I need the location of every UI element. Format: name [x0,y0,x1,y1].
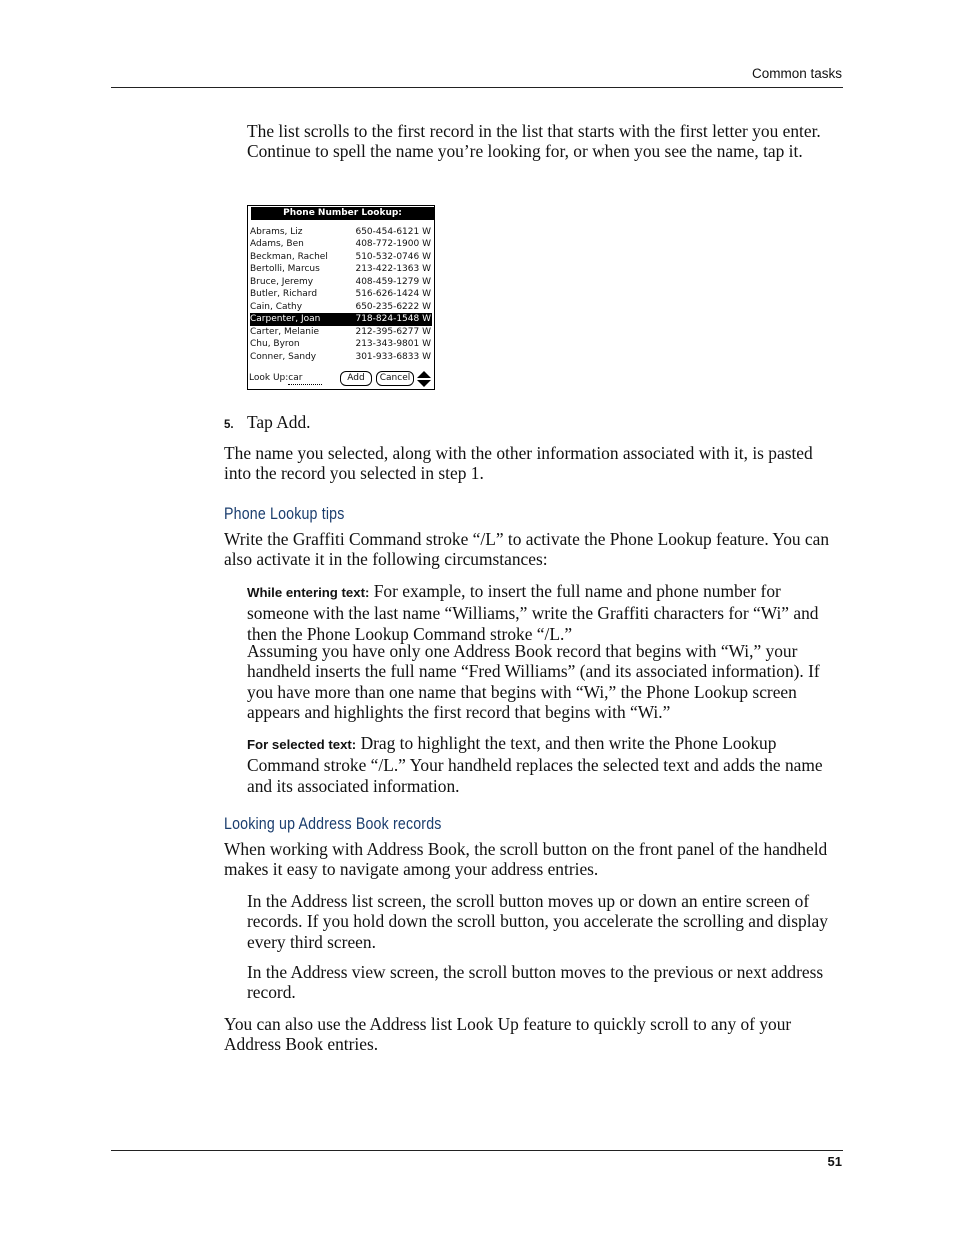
section-heading-address-book: Looking up Address Book records [224,815,442,833]
contact-phone: 301-933-6833 W [355,351,431,362]
screen-title: Phone Number Lookup: [251,207,434,220]
cancel-button[interactable]: Cancel [376,371,414,386]
step-text: Tap Add. [247,412,311,432]
lookup-list-row[interactable] [250,288,432,300]
contact-name: Chu, Byron [250,339,300,350]
lookup-list-row[interactable] [250,351,432,363]
section2-intro: When working with Address Book, the scroll button on the front panel of the handheld makes it easy to navigate among your address entries. [224,839,828,880]
contact-phone: 718-824-1548 W [355,314,431,325]
lookup-label: Look Up: [249,373,289,383]
contact-phone: 510-532-0746 W [355,251,431,262]
contact-phone: 408-459-1279 W [355,276,431,287]
contact-name: Carter, Melanie [250,326,320,337]
contact-name: Bruce, Jeremy [250,276,314,287]
contact-name: Beckman, Rachel [250,251,328,262]
lookup-list-row[interactable] [250,313,432,325]
section-heading-phone-lookup-tips: Phone Lookup tips [224,505,345,523]
item1-text: For example, to insert the full name and phone number for someone with the last name “Williams,” write the Graffiti characters for “Wi” and then the Phone Lookup Command stroke “/L.” [247,581,819,644]
intro-paragraph: The list scrolls to the first record in the list that starts with the first letter you enter. Continue to spell the name you’re looking for, or when you see the name, tap it. [247,121,821,162]
lookup-list-row[interactable] [250,326,432,338]
header-rule [111,87,843,88]
contact-name: Cain, Cathy [250,301,303,312]
step-5 [224,412,311,435]
contact-name: Conner, Sandy [250,351,317,362]
contact-name: Abrams, Liz [250,227,303,237]
item2-lead: For selected text: [247,737,357,752]
contact-phone: 408-772-1900 W [355,239,431,250]
contact-phone: 212-395-6277 W [355,326,431,337]
section2-item2: In the Address view screen, the scroll button moves to the previous or next address record. [247,962,824,1003]
contact-name: Adams, Ben [250,239,304,250]
lookup-list-row[interactable] [250,301,432,313]
item1-lead: While entering text: [247,585,370,600]
add-button[interactable]: Add [340,371,372,386]
section2-item1: In the Address list screen, the scroll button moves up or down an entire screen of records. If you hold down the scroll button, you accelerate the scrolling and display every third screen. [247,891,828,952]
lookup-list-row[interactable] [250,338,432,350]
contact-name: Bertolli, Marcus [250,264,320,275]
contact-phone: 650-235-6222 W [355,301,431,312]
step-number: 5. [224,419,234,431]
section1-item2 [247,733,843,796]
lookup-list-row[interactable] [250,276,432,288]
section1-intro: Write the Graffiti Command stroke “/L” to activate the Phone Lookup feature. You can also activate it in the following circumstances: [224,529,830,570]
section1-item1 [247,581,843,644]
lookup-field[interactable] [249,371,322,385]
page-number: 51 [827,1154,842,1169]
lookup-list-row[interactable] [250,226,432,238]
running-header-title: Common tasks [751,66,842,81]
after-step-paragraph: The name you selected, along with the other information associated with it, is pasted into the record you selected in step 1. [224,443,813,484]
lookup-list-row[interactable] [250,251,432,263]
item2-text: Drag to highlight the text, and then write the Phone Lookup Command stroke “/L.” Your handheld replaces the selected text and adds the name and its associated information. [247,733,823,796]
section1-item1-continued: Assuming you have only one Address Book record that begins with “Wi,” your handheld inserts the full name “Fred Williams” (and its associated information). If you have more than one name that begins with “Wi,” the Phone Lookup screen appears and highlights the first record that begins with “Wi.” [247,641,820,723]
contact-phone: 650-454-6121 W [355,227,431,237]
footer-rule [111,1150,843,1151]
lookup-input[interactable]: car [288,373,322,385]
up-down-arrows-icon[interactable] [416,370,432,388]
lookup-list-row[interactable] [250,263,432,275]
contact-phone: 213-343-9801 W [355,339,431,350]
contact-name: Butler, Richard [250,289,318,300]
contact-name: Carpenter, Joan [250,314,321,325]
contact-phone: 516-626-1424 W [355,289,431,300]
contact-phone: 213-422-1363 W [355,264,431,275]
section2-closing: You can also use the Address list Look Up feature to quickly scroll to any of your Address Book entries. [224,1014,792,1055]
lookup-list-row[interactable] [250,238,432,250]
phone-lookup-screen [247,205,435,390]
